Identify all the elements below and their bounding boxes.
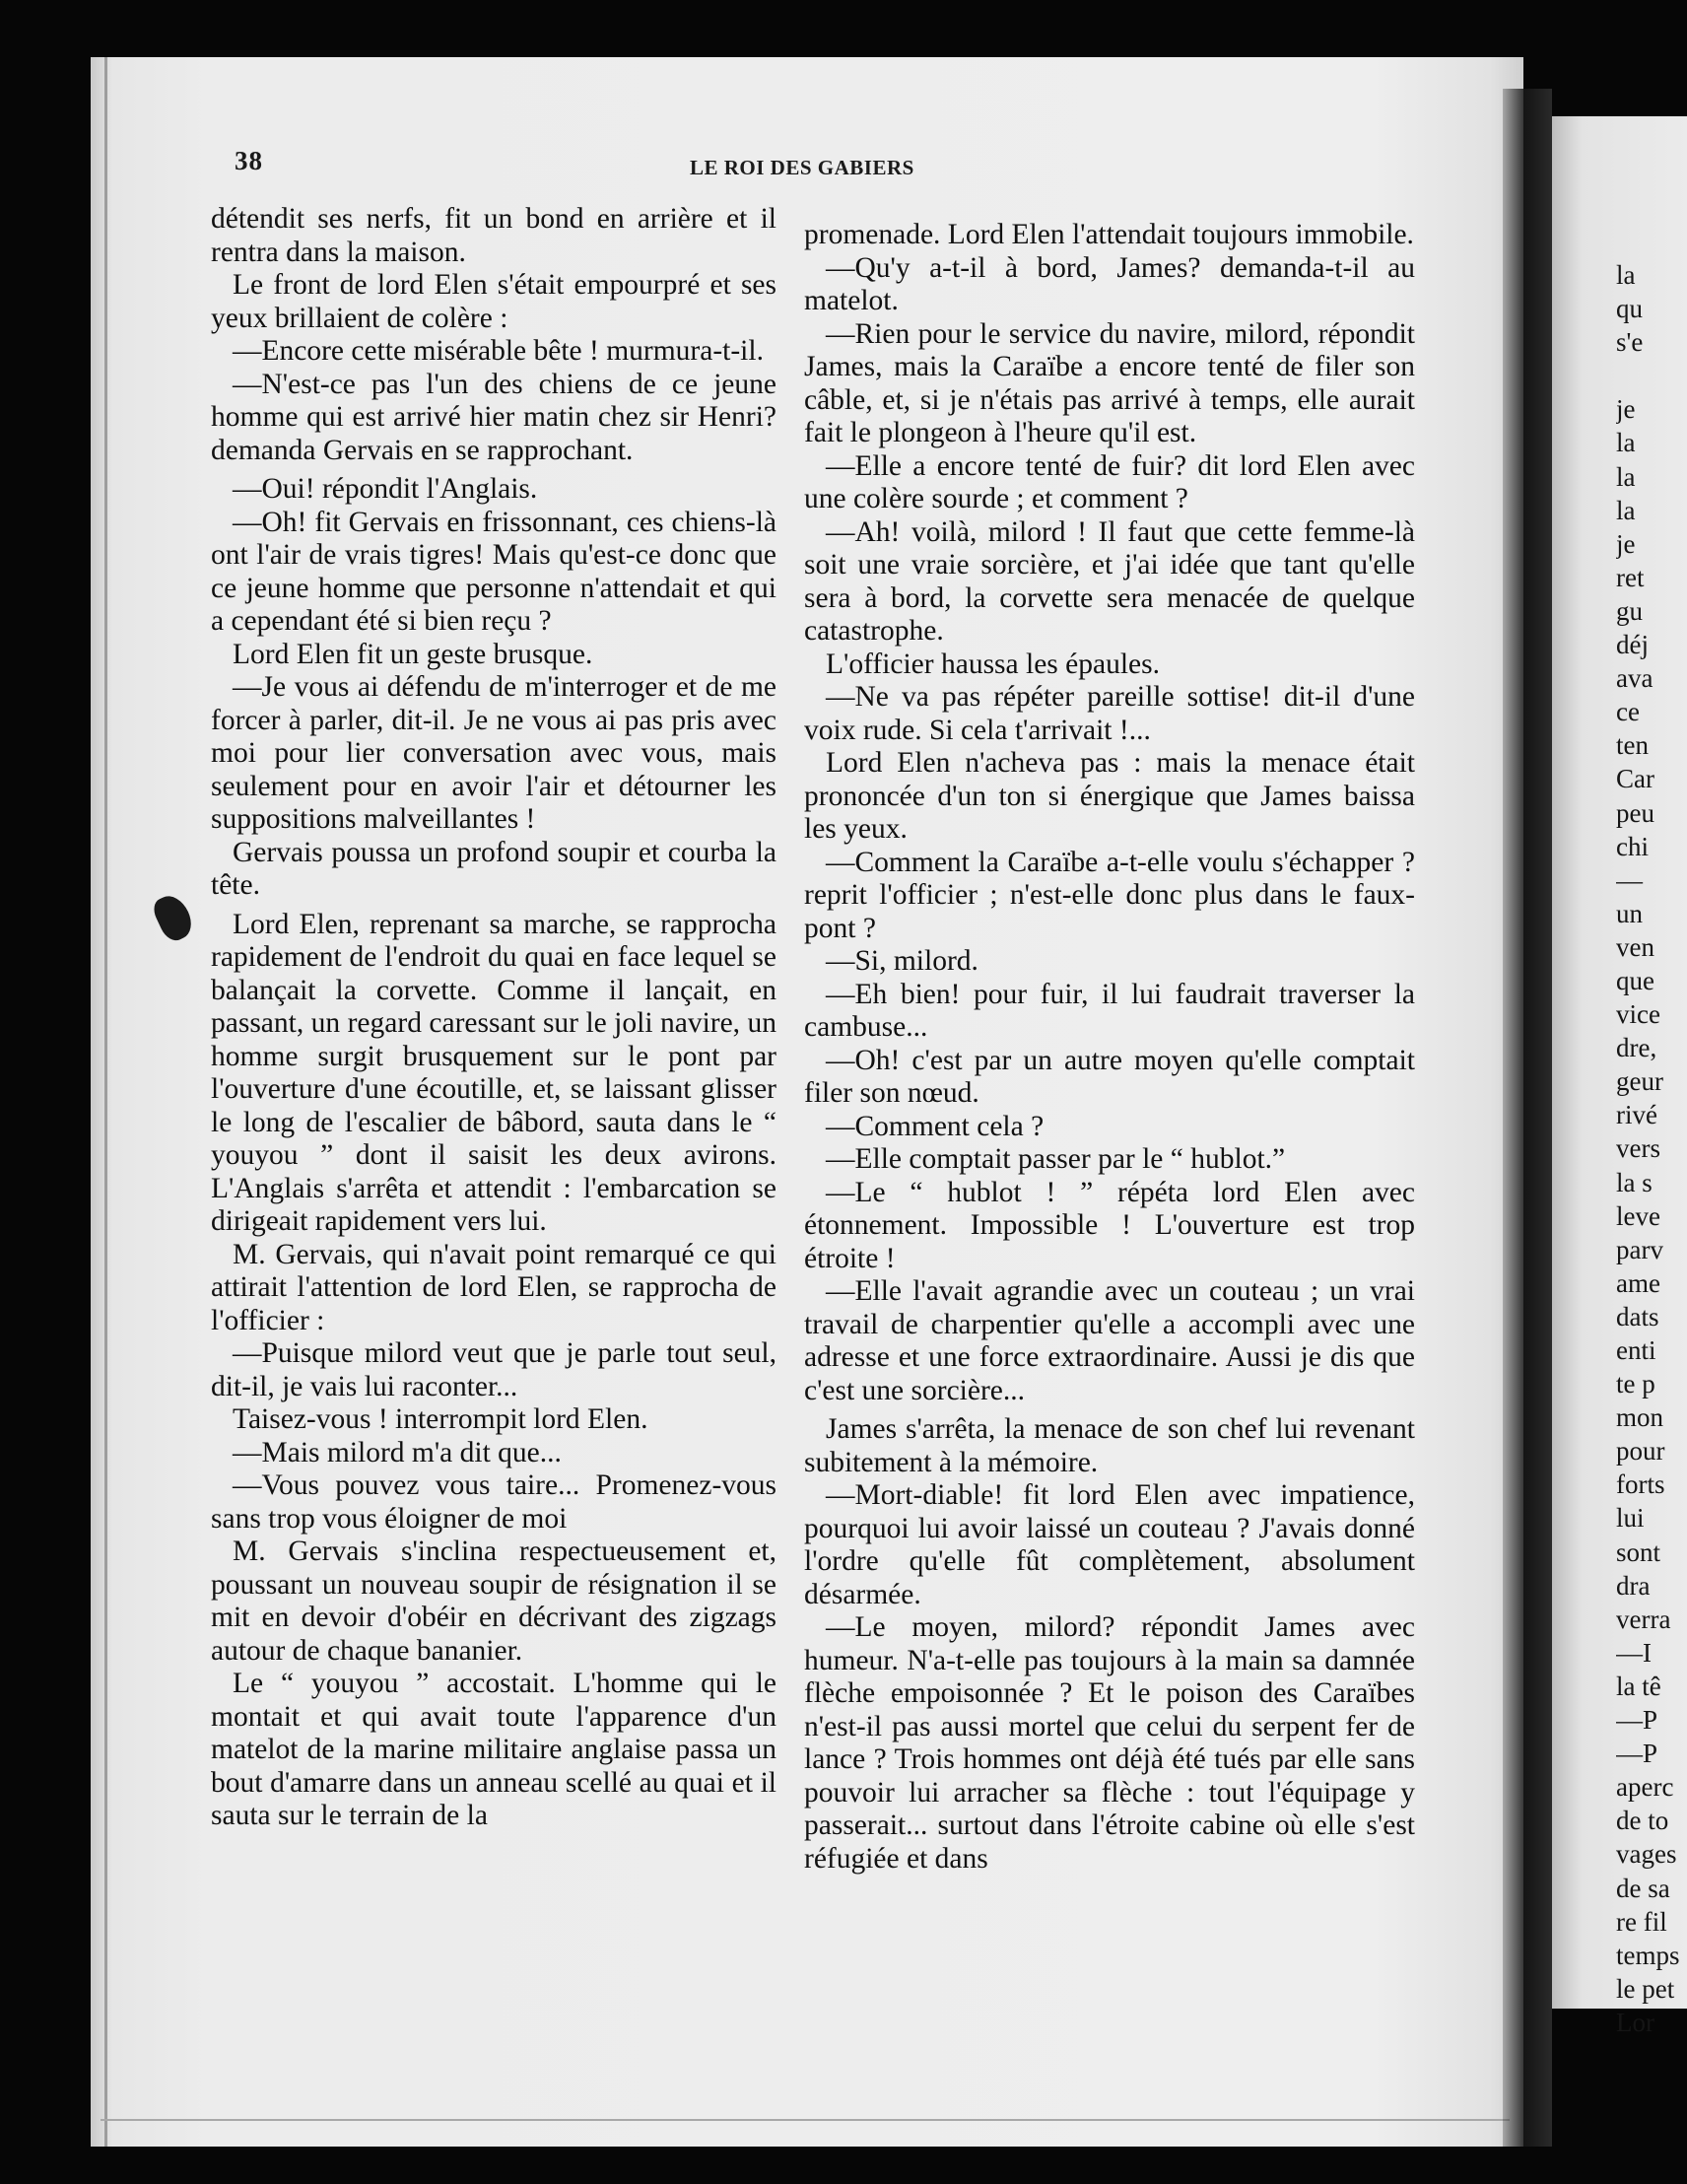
- next-page-line-fragment: rivé: [1616, 1100, 1657, 1130]
- paragraph: —Je vous ai défendu de m'interroger et de me forcer à parler, dit-il. Je ne vous ai pas pris avec moi pour lier conversation avec vous, mais seulement pour en avoir l'air et détourner les suppositions malveillantes !: [211, 671, 776, 835]
- next-page-line-fragment: dra: [1616, 1570, 1651, 1601]
- next-page-line-fragment: je: [1616, 528, 1636, 559]
- next-page-line-fragment: ce: [1616, 697, 1640, 727]
- next-page-line-fragment: —I: [1616, 1637, 1652, 1668]
- paragraph: —Eh bien! pour fuir, il lui faudrait traverser la cambuse...: [804, 978, 1415, 1043]
- paragraph: —N'est-ce pas l'un des chiens de ce jeune homme qui est arrivé hier matin chez sir Henri? demanda Gervais en se rapprochant.: [211, 368, 776, 466]
- paragraph: —Mais milord m'a dit que...: [233, 1436, 562, 1468]
- paragraph: —Comment la Caraïbe a-t-elle voulu s'échapper ? reprit l'officier ; n'est-elle donc plus dans le faux-pont ?: [804, 846, 1415, 944]
- paragraph: —Elle a encore tenté de fuir? dit lord Elen avec une colère sourde ; et comment ?: [804, 449, 1415, 514]
- paragraph: —Oh! c'est par un autre moyen qu'elle comptait filer son nœud.: [804, 1044, 1415, 1109]
- paragraph: —Qu'y a-t-il à bord, James? demanda-t-il au matelot.: [804, 251, 1415, 316]
- next-page-line-fragment: temps: [1616, 1940, 1680, 1970]
- next-page-line-fragment: —P: [1616, 1705, 1658, 1736]
- text-column-right: [804, 219, 1415, 1876]
- next-page-line-fragment: un: [1616, 898, 1643, 928]
- next-page-line-fragment: qu: [1616, 294, 1643, 324]
- next-page-line-fragment: forts: [1616, 1469, 1665, 1500]
- paragraph: —Elle comptait passer par le “ hublot.”: [826, 1143, 1286, 1175]
- paragraph: —Si, milord.: [826, 945, 978, 977]
- next-page-line-fragment: la: [1616, 428, 1636, 458]
- text-column-left: [211, 203, 776, 1833]
- paragraph: —Mort-diable! fit lord Elen avec impatience, pourquoi lui avoir laissé un couteau ? J'avais donné l'ordre qu'elle fût complètement, absolument désarmée.: [804, 1479, 1415, 1610]
- next-page-line-fragment: parv: [1616, 1234, 1663, 1264]
- paragraph: M. Gervais, qui n'avait point remarqué ce qui attirait l'attention de lord Elen, se rapprocha de l'officier :: [211, 1238, 776, 1336]
- next-page-line-fragment: lui: [1616, 1503, 1645, 1534]
- next-page-line-fragment: je: [1616, 394, 1636, 425]
- paragraph: M. Gervais s'inclina respectueusement et, poussant un nouveau soupir de résignation il se mit en devoir d'obéir en décrivant des zigzags autour de chaque bananier.: [211, 1536, 776, 1667]
- next-page-line-fragment: [1616, 359, 1687, 392]
- next-page-line-fragment: geur: [1616, 1066, 1663, 1097]
- next-page-line-fragment: peu: [1616, 797, 1654, 828]
- next-page-line-fragment: s'e: [1616, 327, 1644, 358]
- paragraph: —Ah! voilà, milord ! Il faut que cette femme-là soit une vraie sorcière, et j'ai idée que tant qu'elle sera à bord, la corvette sera menacée de quelque catastrophe.: [804, 515, 1415, 647]
- paragraph: —Comment cela ?: [826, 1110, 1045, 1142]
- paragraph: Le front de lord Elen s'était empourpré et ses yeux brillaient de colère :: [211, 269, 776, 334]
- next-page-line-fragment: vers: [1616, 1133, 1660, 1164]
- paragraph: —Rien pour le service du navire, milord, répondit James, mais la Caraïbe a encore tenté de filer son câble, et, si je n'étais pas arrivé à temps, elle aurait fait le plongeon à l'heure qu'il est.: [804, 317, 1415, 448]
- next-page-line-fragment: gu: [1616, 595, 1643, 626]
- next-page-line-fragment: verra: [1616, 1604, 1671, 1634]
- paragraph: —Puisque milord veut que je parle tout seul, dit-il, je vais lui raconter...: [211, 1337, 776, 1402]
- next-page-line-fragment: la: [1616, 461, 1636, 492]
- paragraph: Taisez-vous ! interrompit lord Elen.: [233, 1403, 648, 1435]
- next-page-line-fragment: de sa: [1616, 1873, 1670, 1903]
- next-page-line-fragment: —P: [1616, 1739, 1658, 1769]
- paragraph: —Ne va pas répéter pareille sottise! dit-il d'une voix rude. Si cela t'arrivait !...: [804, 681, 1415, 746]
- paragraph: —Oui! répondit l'Anglais.: [233, 473, 538, 505]
- next-page-line-fragment: Car: [1616, 764, 1654, 794]
- running-title: LE ROI DES GABIERS: [690, 156, 914, 179]
- next-page-fragments: [1616, 258, 1687, 2039]
- paragraph: —Oh! fit Gervais en frissonnant, ces chiens-là ont l'air de vrais tigres! Mais qu'est-ce donc que ce jeune homme que personne n'attendait et qui a cependant été si bien reçu ?: [211, 506, 776, 637]
- paragraph: —Le moyen, milord? répondit James avec humeur. N'a-t-elle pas toujours à la main sa damnée flèche empoisonnée ? Et le poison des Caraïbes n'est-il pas aussi mortel que celui du serpent fer de lance ? Trois hommes ont déjà été tués par elle sans pouvoir lui arracher sa flèche : tout l'équipage y passerait... surtout dans l'étroite cabine où elle s'est réfugiée et dans: [804, 1611, 1415, 1875]
- next-page-line-fragment: de to: [1616, 1806, 1669, 1836]
- paragraph: détendit ses nerfs, fit un bond en arrière et il rentra dans la maison.: [211, 203, 776, 268]
- next-page-line-fragment: —: [1616, 864, 1643, 895]
- next-page-line-fragment: aperc: [1616, 1772, 1674, 1803]
- next-page-line-fragment: déj: [1616, 630, 1649, 660]
- next-page-line-fragment: vages: [1616, 1839, 1677, 1870]
- next-page-line-fragment: la: [1616, 260, 1636, 290]
- next-page-line-fragment: que: [1616, 965, 1654, 995]
- next-page-line-fragment: la s: [1616, 1167, 1653, 1197]
- next-page-line-fragment: pour: [1616, 1436, 1665, 1467]
- page-header: [0, 146, 1687, 185]
- paragraph: promenade. Lord Elen l'attendait toujours immobile.: [804, 219, 1414, 250]
- next-page-line-fragment: dre,: [1616, 1033, 1657, 1063]
- next-page-line-fragment: ava: [1616, 663, 1653, 694]
- next-page-line-fragment: leve: [1616, 1200, 1660, 1231]
- next-page-line-fragment: ret: [1616, 562, 1645, 592]
- next-page-line-fragment: ten: [1616, 730, 1649, 761]
- next-page-line-fragment: la tê: [1616, 1671, 1661, 1701]
- next-page-line-fragment: ame: [1616, 1267, 1660, 1298]
- next-page-line-fragment: mon: [1616, 1402, 1664, 1433]
- next-page-line-fragment: le pet: [1616, 1973, 1675, 2004]
- next-page-line-fragment: re fil: [1616, 1906, 1667, 1937]
- next-page-line-fragment: dats: [1616, 1301, 1659, 1331]
- paragraph: Lord Elen, reprenant sa marche, se rapprocha rapidement de l'endroit du quai en face lequel se balançait la corvette. Comme il lançait, en passant, un regard caressant sur le joli navire, un homme surgit brusquement sur le pont par l'ouverture d'une écoutille, et, se laissant glisser le long de l'escalier de bâbord, sauta dans le “ youyou ” dont il saisit les deux avirons. L'Anglais s'arrêta et attendit : l'embarcation se dirigeait rapidement vers lui.: [211, 908, 776, 1237]
- next-page-line-fragment: enti: [1616, 1335, 1656, 1365]
- next-page-line-fragment: chi: [1616, 831, 1649, 861]
- paragraph: Lord Elen n'acheva pas : mais la menace était prononcée d'un ton si énergique que James baissa les yeux.: [804, 747, 1415, 845]
- paragraph: —Encore cette misérable bête ! murmura-t-il.: [233, 335, 764, 367]
- next-page-line-fragment: ven: [1616, 931, 1654, 962]
- paragraph: James s'arrêta, la menace de son chef lui revenant subitement à la mémoire.: [804, 1413, 1415, 1478]
- paragraph: —Le “ hublot ! ” répéta lord Elen avec étonnement. Impossible ! L'ouverture est trop étroite !: [804, 1176, 1415, 1274]
- paragraph: —Vous pouvez vous taire... Promenez-vous sans trop vous éloigner de moi: [211, 1469, 776, 1535]
- next-page-line-fragment: vice: [1616, 999, 1660, 1030]
- next-page-line-fragment: la: [1616, 495, 1636, 525]
- paragraph: —Elle l'avait agrandie avec un couteau ; un vrai travail de charpentier qu'elle a accompli avec une adresse et une force extraordinaire. Aussi je dis que c'est une sorcière...: [804, 1275, 1415, 1406]
- next-page-line-fragment: te p: [1616, 1369, 1655, 1399]
- paragraph: Gervais poussa un profond soupir et courba la tête.: [211, 836, 776, 901]
- next-page-line-fragment: Lor: [1616, 2007, 1654, 2037]
- page-number: 38: [235, 146, 263, 175]
- next-page-line-fragment: sont: [1616, 1536, 1661, 1567]
- paragraph: Le “ youyou ” accostait. L'homme qui le montait et qui avait toute l'apparence d'un matelot de la marine militaire anglaise passa un bout d'amarre dans un anneau scellé au quai et il sauta sur le terrain de la: [211, 1668, 776, 1831]
- book-gutter-shadow: [1503, 89, 1552, 2147]
- paragraph: L'officier haussa les épaules.: [826, 648, 1160, 680]
- paragraph: Lord Elen fit un geste brusque.: [233, 638, 593, 670]
